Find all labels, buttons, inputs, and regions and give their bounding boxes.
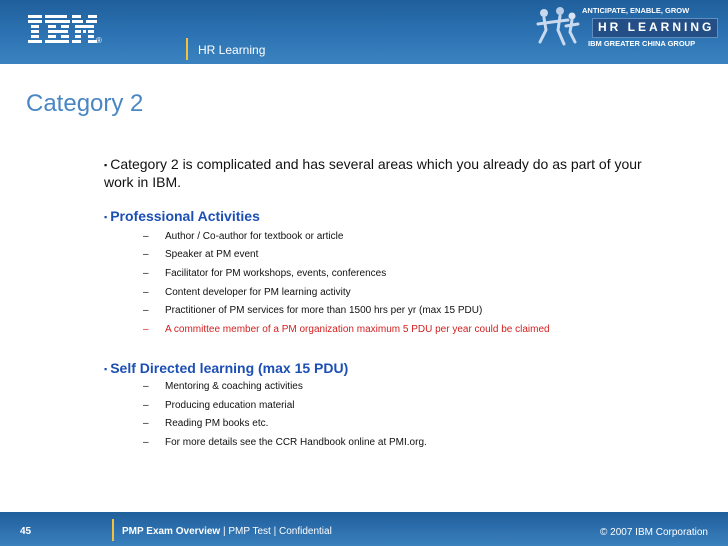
section-heading-professional: ▪ Professional Activities: [104, 208, 260, 224]
list-item: – Reading PM books etc.: [143, 418, 269, 429]
list-item: – Speaker at PM event: [143, 249, 259, 260]
bullet-icon: ▪: [104, 212, 108, 222]
list-item: – For more details see the CCR Handbook online at PMI.org.: [143, 437, 427, 448]
footer-copyright: © 2007 IBM Corporation: [600, 527, 708, 538]
list-item: – Facilitator for PM workshops, events, conferences: [143, 268, 387, 279]
footer-separator: |: [273, 526, 277, 537]
list-item: – Mentoring & coaching activities: [143, 381, 303, 392]
footer-divider: [112, 519, 114, 541]
footer-title-bold: PMP Exam Overview: [122, 526, 221, 537]
footer-subtitle-confidential: Confidential: [278, 526, 332, 537]
footer-title: [122, 526, 332, 537]
registered-mark-icon: ®: [96, 36, 102, 45]
footer-subtitle-test: PMP Test: [228, 526, 271, 537]
header-section-title: HR Learning: [198, 43, 266, 57]
list-item: – Content developer for PM learning activity: [143, 287, 351, 298]
page-number: 45: [20, 526, 32, 537]
header-bar: [0, 0, 728, 64]
list-item: – Practitioner of PM services for more than 1500 hrs per yr (max 15 PDU): [143, 305, 483, 316]
bullet-icon: ▪: [104, 160, 108, 170]
ibm-logo: [26, 13, 98, 47]
list-item-highlighted: – A committee member of a PM organization maximum 5 PDU per year could be claimed: [143, 324, 550, 335]
list-item: – Producing education material: [143, 400, 295, 411]
list-item: – Author / Co-author for textbook or article: [143, 231, 344, 242]
ibm-logo-text: [26, 15, 92, 49]
tagline-top: ANTICIPATE, ENABLE, GROW: [582, 6, 690, 15]
tagline-main: HR LEARNING: [598, 20, 715, 34]
tagline-bottom: IBM GREATER CHINA GROUP: [588, 39, 696, 48]
section-heading-self-directed: ▪ Self Directed learning (max 15 PDU): [104, 360, 349, 376]
slide-title: Category 2: [26, 90, 144, 117]
bullet-icon: ▪: [104, 364, 108, 374]
intro-bullet: [104, 156, 664, 191]
footer-separator: |: [222, 526, 226, 537]
header-divider: [186, 38, 188, 60]
intro-text: Category 2 is complicated and has several areas which you already do as part of your work in IBM.: [104, 156, 642, 190]
hr-learning-figures-icon: [534, 4, 580, 52]
